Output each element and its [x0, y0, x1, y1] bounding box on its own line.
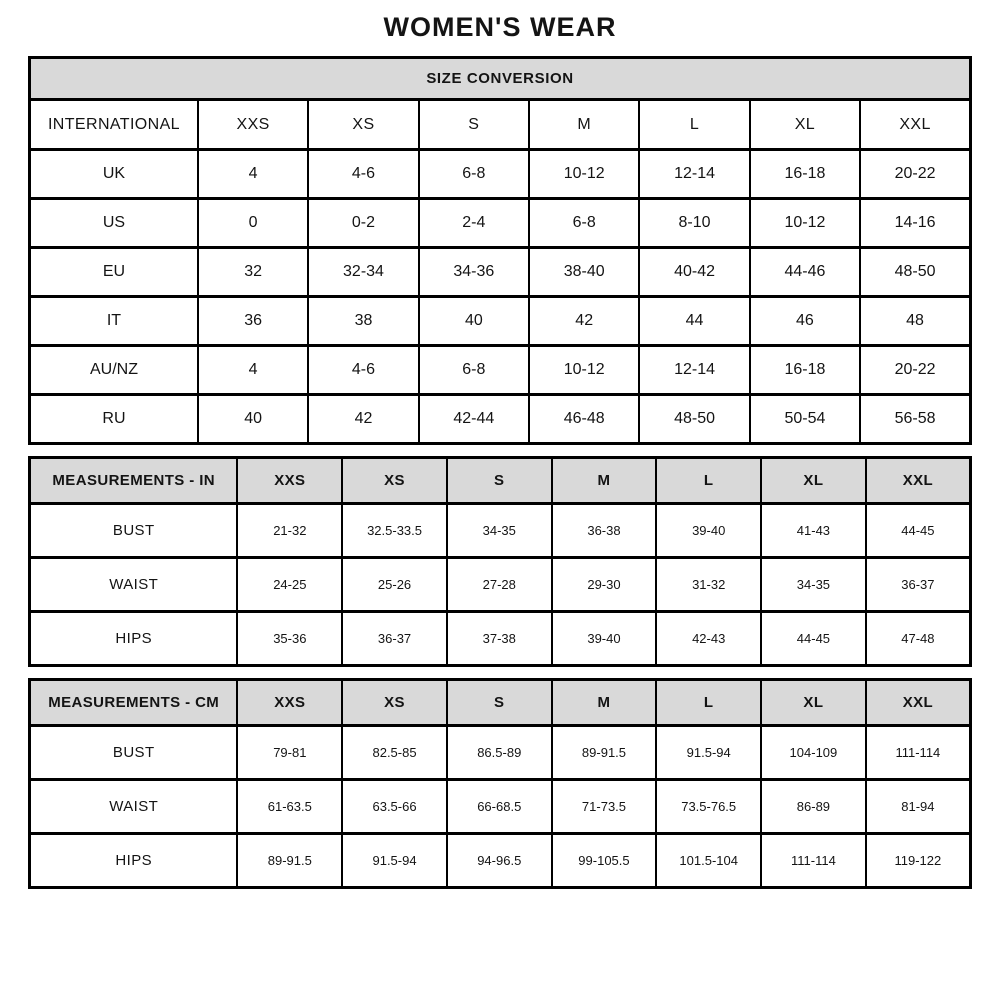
value-cell: 48-50 [639, 395, 749, 444]
value-cell: 24-25 [237, 558, 342, 612]
value-cell: 44 [639, 297, 749, 346]
size-column-header: XXL [866, 458, 971, 504]
table-row [30, 726, 971, 780]
value-cell: 44-46 [750, 248, 860, 297]
size-column-header: L [639, 100, 749, 150]
measurements-cm-table [28, 678, 972, 889]
value-cell: 32.5-33.5 [342, 504, 447, 558]
value-cell: 86-89 [761, 780, 866, 834]
size-column-header: XS [308, 100, 418, 150]
value-cell: 34-36 [419, 248, 529, 297]
value-cell: 35-36 [237, 612, 342, 666]
row-label: RU [30, 395, 198, 444]
value-cell: 91.5-94 [656, 726, 761, 780]
value-cell: 4-6 [308, 150, 418, 199]
value-cell: 40 [419, 297, 529, 346]
row-label: US [30, 199, 198, 248]
column-header-row [30, 100, 971, 150]
value-cell: 89-91.5 [552, 726, 657, 780]
row-label: WAIST [30, 558, 238, 612]
value-cell: 29-30 [552, 558, 657, 612]
value-cell: 4-6 [308, 346, 418, 395]
value-cell: 101.5-104 [656, 834, 761, 888]
value-cell: 44-45 [866, 504, 971, 558]
value-cell: 32-34 [308, 248, 418, 297]
value-cell: 63.5-66 [342, 780, 447, 834]
row-label: AU/NZ [30, 346, 198, 395]
value-cell: 42 [529, 297, 639, 346]
value-cell: 36-37 [866, 558, 971, 612]
value-cell: 12-14 [639, 150, 749, 199]
row-label: HIPS [30, 612, 238, 666]
size-column-header: XXS [237, 680, 342, 726]
value-cell: 6-8 [529, 199, 639, 248]
column-header-row [30, 458, 971, 504]
value-cell: 73.5-76.5 [656, 780, 761, 834]
value-cell: 40 [198, 395, 308, 444]
value-cell: 86.5-89 [447, 726, 552, 780]
value-cell: 36-38 [552, 504, 657, 558]
row-label: IT [30, 297, 198, 346]
value-cell: 66-68.5 [447, 780, 552, 834]
value-cell: 34-35 [761, 558, 866, 612]
size-column-header: XXS [237, 458, 342, 504]
value-cell: 20-22 [860, 346, 970, 395]
size-column-header: XS [342, 458, 447, 504]
size-column-header: S [447, 458, 552, 504]
size-column-header: S [447, 680, 552, 726]
size-column-header: M [529, 100, 639, 150]
value-cell: 119-122 [866, 834, 971, 888]
corner-header: INTERNATIONAL [30, 100, 198, 150]
value-cell: 16-18 [750, 346, 860, 395]
value-cell: 99-105.5 [552, 834, 657, 888]
value-cell: 0 [198, 199, 308, 248]
value-cell: 4 [198, 150, 308, 199]
value-cell: 48 [860, 297, 970, 346]
value-cell: 40-42 [639, 248, 749, 297]
size-column-header: L [656, 680, 761, 726]
value-cell: 94-96.5 [447, 834, 552, 888]
size-column-header: M [552, 458, 657, 504]
value-cell: 46-48 [529, 395, 639, 444]
table-row [30, 558, 971, 612]
size-column-header: XL [761, 680, 866, 726]
value-cell: 27-28 [447, 558, 552, 612]
table-row [30, 504, 971, 558]
value-cell: 91.5-94 [342, 834, 447, 888]
value-cell: 12-14 [639, 346, 749, 395]
value-cell: 31-32 [656, 558, 761, 612]
value-cell: 16-18 [750, 150, 860, 199]
value-cell: 89-91.5 [237, 834, 342, 888]
row-label: EU [30, 248, 198, 297]
value-cell: 37-38 [447, 612, 552, 666]
size-column-header: S [419, 100, 529, 150]
value-cell: 46 [750, 297, 860, 346]
value-cell: 48-50 [860, 248, 970, 297]
size-column-header: XL [761, 458, 866, 504]
row-label: HIPS [30, 834, 238, 888]
size-column-header: XXL [860, 100, 970, 150]
value-cell: 20-22 [860, 150, 970, 199]
size-column-header: L [656, 458, 761, 504]
table-row [30, 199, 971, 248]
table-row [30, 346, 971, 395]
value-cell: 61-63.5 [237, 780, 342, 834]
value-cell: 50-54 [750, 395, 860, 444]
value-cell: 2-4 [419, 199, 529, 248]
value-cell: 6-8 [419, 150, 529, 199]
value-cell: 44-45 [761, 612, 866, 666]
value-cell: 42-43 [656, 612, 761, 666]
table-row [30, 297, 971, 346]
value-cell: 38 [308, 297, 418, 346]
column-header-row [30, 680, 971, 726]
size-column-header: M [552, 680, 657, 726]
value-cell: 0-2 [308, 199, 418, 248]
value-cell: 38-40 [529, 248, 639, 297]
value-cell: 71-73.5 [552, 780, 657, 834]
value-cell: 47-48 [866, 612, 971, 666]
value-cell: 79-81 [237, 726, 342, 780]
value-cell: 111-114 [761, 834, 866, 888]
value-cell: 82.5-85 [342, 726, 447, 780]
value-cell: 14-16 [860, 199, 970, 248]
table-row [30, 150, 971, 199]
value-cell: 39-40 [656, 504, 761, 558]
table-row [30, 612, 971, 666]
value-cell: 10-12 [529, 346, 639, 395]
value-cell: 42-44 [419, 395, 529, 444]
size-conversion-table [28, 56, 972, 445]
table-row [30, 248, 971, 297]
size-column-header: XS [342, 680, 447, 726]
value-cell: 111-114 [866, 726, 971, 780]
row-label: BUST [30, 504, 238, 558]
value-cell: 34-35 [447, 504, 552, 558]
value-cell: 10-12 [529, 150, 639, 199]
corner-header: MEASUREMENTS - CM [30, 680, 238, 726]
table-row [30, 395, 971, 444]
value-cell: 42 [308, 395, 418, 444]
value-cell: 25-26 [342, 558, 447, 612]
measurements-in-table [28, 456, 972, 667]
value-cell: 81-94 [866, 780, 971, 834]
size-column-header: XXS [198, 100, 308, 150]
value-cell: 4 [198, 346, 308, 395]
value-cell: 21-32 [237, 504, 342, 558]
row-label: UK [30, 150, 198, 199]
size-column-header: XL [750, 100, 860, 150]
row-label: WAIST [30, 780, 238, 834]
value-cell: 41-43 [761, 504, 866, 558]
table-banner-row [30, 58, 971, 100]
value-cell: 39-40 [552, 612, 657, 666]
page-title: WOMEN'S WEAR [383, 12, 617, 42]
value-cell: 104-109 [761, 726, 866, 780]
row-label: BUST [30, 726, 238, 780]
table-row [30, 780, 971, 834]
value-cell: 8-10 [639, 199, 749, 248]
value-cell: 36-37 [342, 612, 447, 666]
size-column-header: XXL [866, 680, 971, 726]
value-cell: 36 [198, 297, 308, 346]
value-cell: 10-12 [750, 199, 860, 248]
table-row [30, 834, 971, 888]
corner-header: MEASUREMENTS - IN [30, 458, 238, 504]
table-banner: SIZE CONVERSION [30, 58, 971, 100]
value-cell: 6-8 [419, 346, 529, 395]
value-cell: 32 [198, 248, 308, 297]
value-cell: 56-58 [860, 395, 970, 444]
